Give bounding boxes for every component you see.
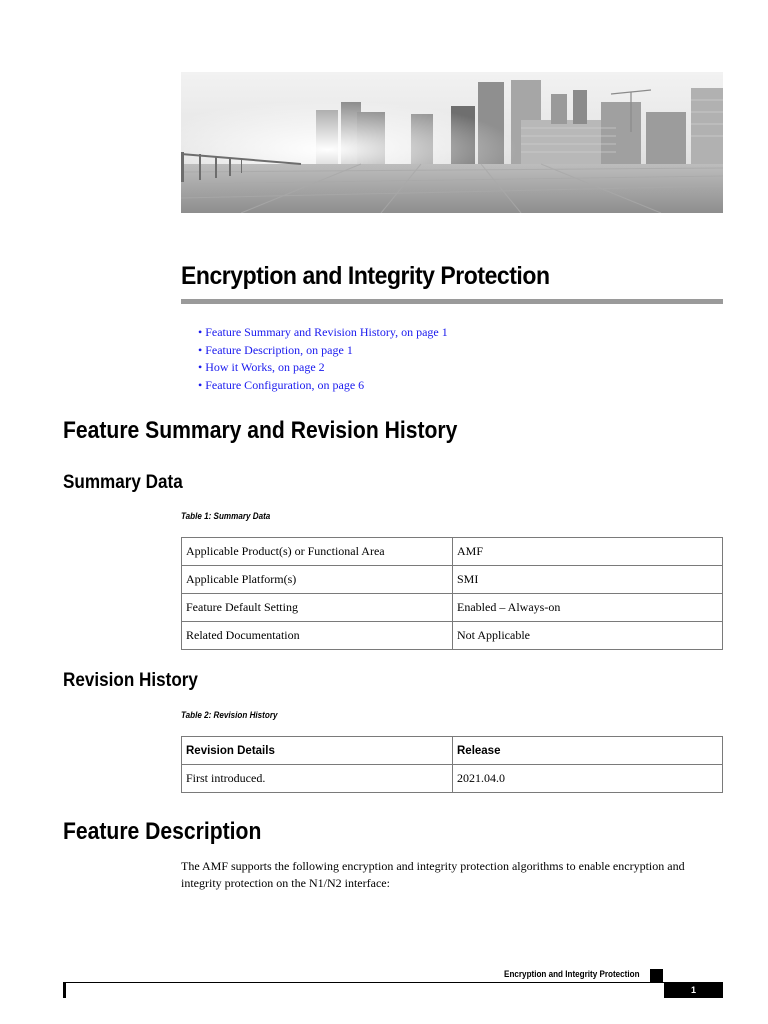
table-cell: AMF: [453, 538, 723, 566]
table-cell: Not Applicable: [453, 622, 723, 650]
section-heading-summary: Feature Summary and Revision History: [63, 417, 458, 444]
table-cell: 2021.04.0: [453, 765, 723, 793]
subheading-summary-data: Summary Data: [63, 472, 183, 493]
column-header: Revision Details: [182, 737, 453, 765]
title-underline: [181, 299, 723, 304]
toc-bullet: •: [198, 377, 203, 392]
column-header: Release: [453, 737, 723, 765]
toc-link-feature-summary[interactable]: Feature Summary and Revision History, on page 1: [205, 325, 448, 339]
toc-item[interactable]: [198, 342, 448, 360]
table-cell: Applicable Product(s) or Functional Area: [182, 538, 453, 566]
table-cell: Feature Default Setting: [182, 594, 453, 622]
table-row: [182, 765, 723, 793]
footer-left-mark: [63, 983, 66, 998]
table-cell: Related Documentation: [182, 622, 453, 650]
table-caption-revision: Table 2: Revision History: [181, 710, 278, 720]
toc-item[interactable]: [198, 359, 448, 377]
table-cell: Enabled – Always-on: [453, 594, 723, 622]
header-banner-image: [181, 72, 723, 213]
chapter-title: Encryption and Integrity Protection: [181, 262, 550, 290]
subheading-revision-history: Revision History: [63, 670, 198, 691]
table-row: [182, 622, 723, 650]
table-cell: Applicable Platform(s): [182, 566, 453, 594]
toc-bullet: •: [198, 325, 203, 339]
toc-link-how-it-works[interactable]: How it Works, on page 2: [205, 360, 325, 374]
table-row: [182, 566, 723, 594]
footer-running-title: Encryption and Integrity Protection: [504, 969, 640, 979]
toc-link-feature-configuration[interactable]: Feature Configuration, on page 6: [205, 377, 365, 392]
toc-bullet: •: [198, 360, 203, 374]
table-row: [182, 538, 723, 566]
toc-bullet: •: [198, 342, 203, 357]
footer-rule: [63, 982, 723, 983]
summary-data-table: [181, 537, 723, 650]
table-cell: First introduced.: [182, 765, 453, 793]
chapter-toc: [198, 324, 448, 394]
table-cell: SMI: [453, 566, 723, 594]
page-number: 1: [664, 983, 723, 998]
revision-history-table: [181, 736, 723, 793]
toc-item[interactable]: [198, 324, 448, 342]
footer-marker: [650, 969, 663, 982]
table-caption-summary: Table 1: Summary Data: [181, 511, 271, 521]
section-heading-feature-description: Feature Description: [63, 818, 262, 845]
table-header-row: [182, 737, 723, 765]
toc-link-feature-description[interactable]: Feature Description, on page 1: [205, 342, 353, 357]
feature-description-paragraph: The AMF supports the following encryption and integrity protection algorithms to enable encryption and integrity protection on the N1/N2 interface:: [181, 859, 685, 890]
table-row: [182, 594, 723, 622]
toc-item[interactable]: [198, 377, 448, 395]
